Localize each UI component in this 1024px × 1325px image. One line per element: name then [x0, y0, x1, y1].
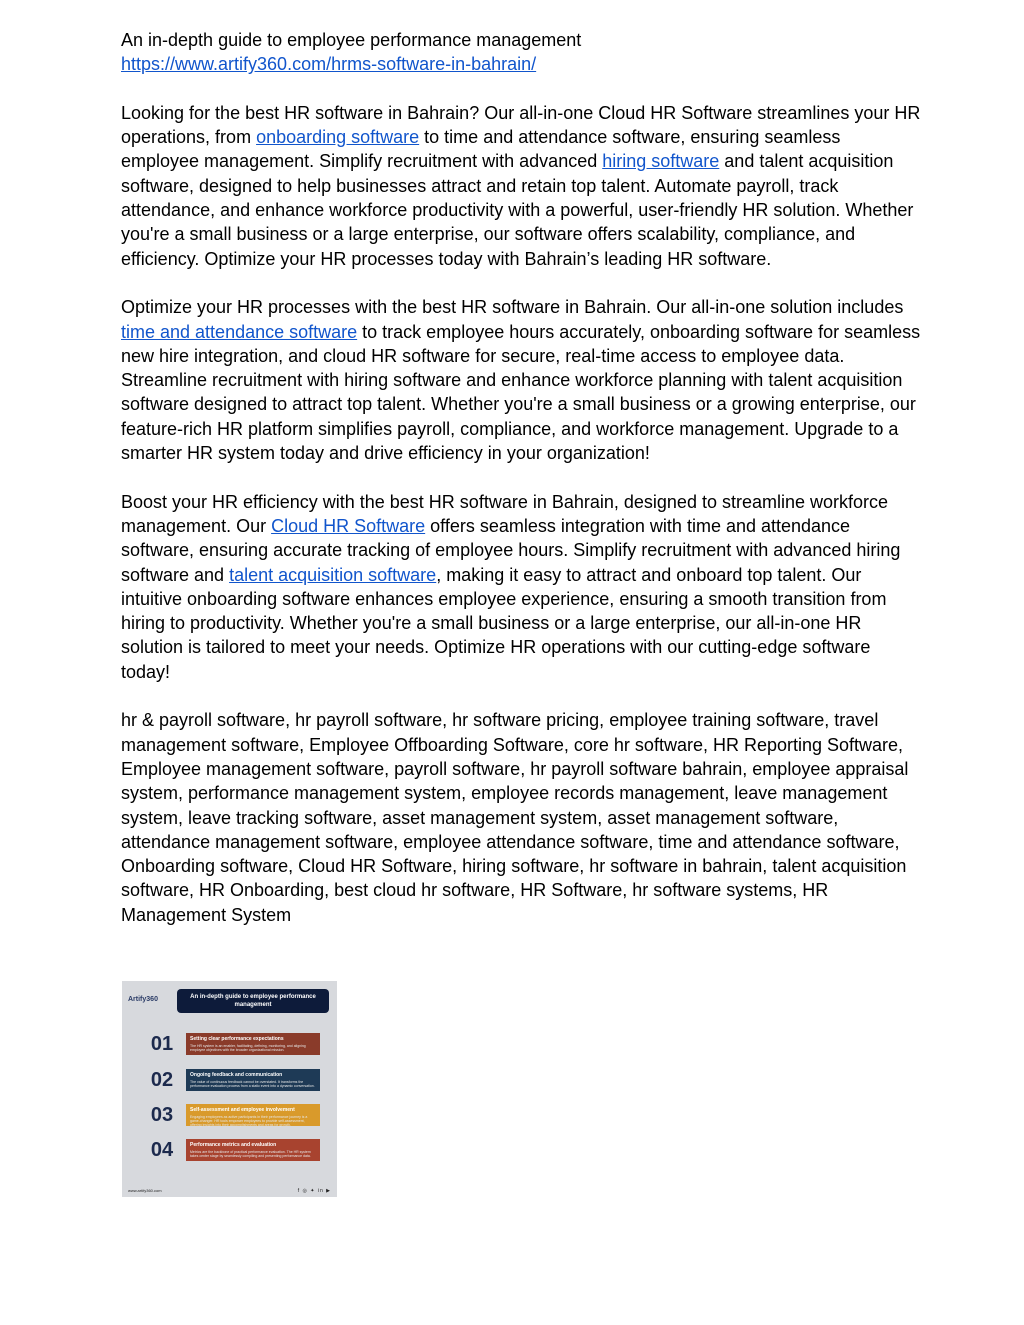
talent-acquisition-software-link[interactable]: talent acquisition software [229, 564, 437, 585]
item-number: 04 [150, 1139, 174, 1161]
item-title: Performance metrics and evaluation [190, 1142, 277, 1148]
paragraph-3: Boost your HR efficiency with the best HR software in Bahrain, designed to streamline workforce management. Our Cloud HR Software offers seamless integration with time and attendance software, ensuring accurate tracking of employee hours. Simplify recruitment with advanced hiring software and talent acquisition software, making it easy to attract and onboard top talent. Our intuitive onboarding software enhances employee experience, ensuring a smooth transition from hiring to productivity. Whether you're a small business or a large enterprise, our all-in-one HR solution is tailored to meet your needs. Optimize HR operations with our cutting-edge software today! [121, 491, 901, 682]
paragraph-1: Looking for the best HR software in Bahrain? Our all-in-one Cloud HR Software streamlines your HR operations, from onboarding software to time and attendance software, ensuring seamless employee management. Simplify recruitment with advanced hiring software and talent acquisition software, designed to help businesses attract and retain top talent. Automate payroll, track attendance, and enhance workforce productivity with a powerful, user-friendly HR solution. Whether you're a small business or a large enterprise, our software offers scalability, compliance, and efficiency. Optimize your HR processes today with Bahrain’s leading HR software. [121, 102, 921, 269]
infographic-item [138, 1102, 320, 1128]
item-title: Ongoing feedback and communication [190, 1072, 283, 1078]
infographic-footer-url: www.artify360.com [128, 1188, 162, 1193]
social-icons: f ◎ ✦ in ▶ [297, 1188, 331, 1194]
time-attendance-software-link[interactable]: time and attendance software [121, 321, 358, 342]
item-band [186, 1104, 320, 1126]
item-number: 02 [150, 1069, 174, 1091]
infographic-item [138, 1137, 320, 1163]
hiring-software-link[interactable]: hiring software [602, 151, 720, 172]
item-text: Metrics are the backbone of practical performance evaluation. The HR system takes center stage by seamlessly compiling and presenting performance data. [190, 1150, 311, 1158]
doc-title: An in-depth guide to employee performance management [121, 30, 582, 50]
infographic-item [138, 1031, 320, 1057]
artify-logo: Artify360 [128, 996, 158, 1003]
infographic-image [122, 981, 337, 1197]
paragraph-2: Optimize your HR processes with the best HR software in Bahrain. Our all-in-one solution includes time and attendance software to track employee hours accurately, onboarding software for seamless new hire integration, and cloud HR software for secure, real-time access to employee data. Streamline recruitment with hiring software and enhance workforce planning with talent acquisition software designed to attract top talent. Whether you're a small business or a growing enterprise, our feature-rich HR platform simplifies payroll, compliance, and workforce management. Upgrade to a smarter HR system today and drive efficiency in your organization! [121, 297, 921, 464]
onboarding-software-link[interactable]: onboarding software [256, 127, 420, 148]
infographic-item [138, 1067, 320, 1093]
keywords-paragraph: hr & payroll software, hr payroll software, hr software pricing, employee training software, travel management software, Employee Offboarding Software, core hr software, HR Reporting Software, Employee management software, payroll software, hr payroll software bahrain, employee appraisal system, performance management system, employee records management, leave management system, leave tracking software, asset management system, asset management software, attendance management software, employee attendance software, time and attendance software, Onboarding software, Cloud HR Software, hiring software, hr software in bahrain, talent acquisition software, HR Onboarding, best cloud hr software, HR Software, hr software systems, HR Management System [121, 710, 909, 925]
item-text: The HR system is an enabler, facilitating, defining, monitoring, and aligning employee objectives with the broader organizational mission. [190, 1044, 306, 1052]
item-title: Self-assessment and employee involvement [190, 1107, 295, 1113]
item-text: Engaging employees as active participants in their performance journey is a game-changer. HR tools empower employees to provide self-assessment, offering insights into their accomplishments and areas for growth. [190, 1115, 308, 1127]
document-body [121, 28, 921, 927]
item-title: Setting clear performance expectations [190, 1036, 284, 1042]
item-number: 03 [150, 1104, 174, 1126]
infographic-header: An in-depth guide to employee performance management [177, 989, 329, 1013]
cloud-hr-software-link[interactable]: Cloud HR Software [271, 515, 426, 536]
doc-url-link[interactable]: https://www.artify360.com/hrms-software-in-bahrain/ [121, 54, 537, 75]
item-band [186, 1139, 320, 1161]
item-band [186, 1033, 320, 1055]
item-band [186, 1069, 320, 1091]
item-number: 01 [150, 1033, 174, 1055]
item-text: The value of continuous feedback cannot be overstated. It transforms the performance evaluation process from a static event into a dynamic conversation. [190, 1080, 315, 1088]
